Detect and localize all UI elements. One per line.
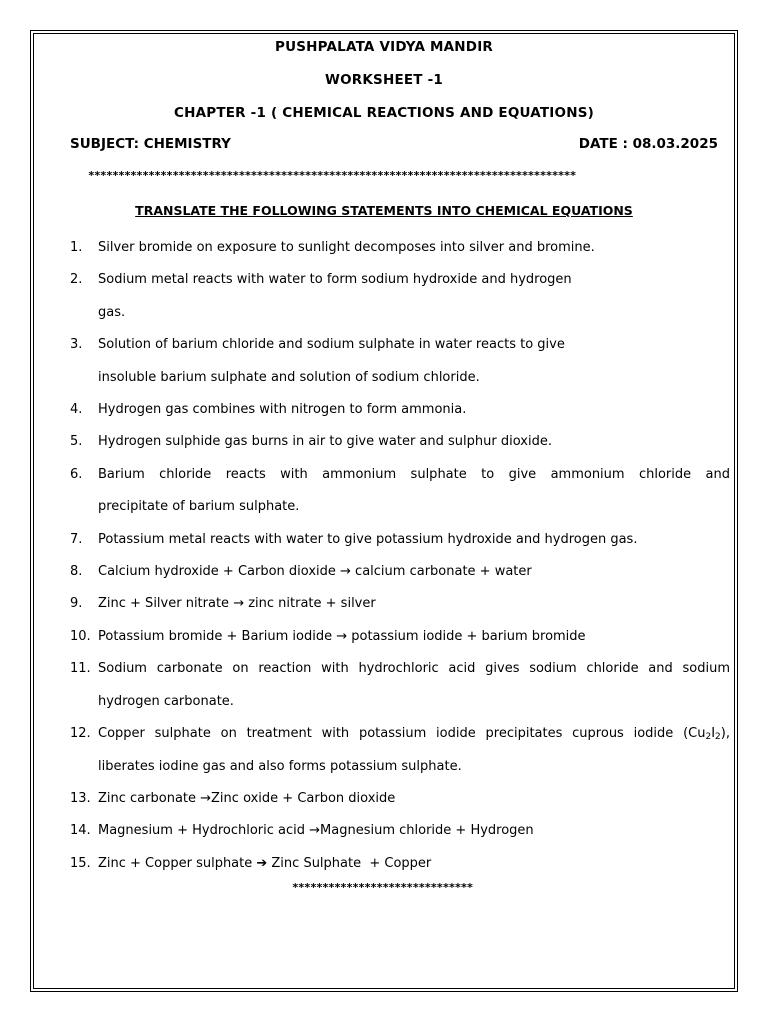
list-item (70, 815, 730, 847)
question-line-part: Copper sulphate on treatment with potassium iodide precipitates cuprous iodide (Cu (98, 726, 706, 742)
question-text (98, 718, 730, 783)
question-text: Calcium hydroxide + Carbon dioxide → calcium carbonate + water (98, 564, 532, 580)
question-text: Potassium metal reacts with water to give potassium hydroxide and hydrogen gas. (98, 531, 638, 547)
bottom-separator: ****************************** (292, 881, 473, 894)
question-line: Barium chloride reacts with ammonium sulphate to give ammonium chloride and (98, 466, 730, 482)
question-number: 1. (70, 240, 83, 255)
question-line: hydrogen carbonate. (98, 693, 234, 709)
question-text: Silver bromide on exposure to sunlight decomposes into silver and bromine. (98, 240, 595, 255)
question-line: Sodium carbonate on reaction with hydrochloric acid gives sodium chloride and sodium (98, 661, 730, 677)
subscript: 2 (705, 732, 712, 743)
question-line: gas. (98, 304, 126, 320)
question-text: Hydrogen sulphide gas burns in air to give water and sulphur dioxide. (98, 434, 552, 450)
chapter-title: CHAPTER -1 ( CHEMICAL REACTIONS AND EQUATIONS) (174, 105, 594, 121)
question-number: 14. (70, 823, 91, 839)
subscript: 2 (715, 732, 721, 743)
list-item (70, 621, 730, 653)
question-number: 10. (70, 628, 91, 644)
list-item (70, 232, 730, 264)
question-text (98, 459, 730, 524)
question-text: Zinc + Copper sulphate ➔ Zinc Sulphate + Copper (98, 855, 432, 871)
question-number: 8. (70, 564, 83, 580)
question-list (70, 232, 730, 880)
question-number: 7. (70, 531, 83, 547)
question-number: 6. (70, 466, 83, 482)
question-text: Magnesium + Hydrochloric acid →Magnesium chloride + Hydrogen (98, 823, 534, 839)
list-item (70, 264, 730, 329)
question-line: insoluble barium sulphate and solution of sodium chloride. (98, 369, 480, 385)
question-text: Hydrogen gas combines with nitrogen to form ammonia. (98, 402, 467, 418)
question-text (98, 329, 730, 394)
question-text: Zinc + Silver nitrate → zinc nitrate + silver (98, 596, 376, 612)
question-number: 4. (70, 402, 83, 418)
question-text: Potassium bromide + Barium iodide → potassium iodide + barium bromide (98, 628, 586, 644)
date-label: DATE : 08.03.2025 (578, 136, 718, 152)
question-number: 12. (70, 726, 91, 742)
list-item (70, 718, 730, 783)
section-heading: TRANSLATE THE FOLLOWING STATEMENTS INTO CHEMICAL EQUATIONS (135, 203, 633, 218)
question-line: precipitate of barium sulphate. (98, 499, 300, 515)
question-text (98, 264, 730, 329)
list-item (70, 524, 730, 556)
list-item (70, 588, 730, 620)
worksheet-title: WORKSHEET -1 (325, 72, 443, 88)
list-item (70, 329, 730, 394)
question-text (98, 653, 730, 718)
school-name: PUSHPALATA VIDYA MANDIR (274, 39, 494, 55)
question-number: 5. (70, 434, 83, 450)
subject-label: SUBJECT: CHEMISTRY (70, 136, 231, 152)
list-item (70, 653, 730, 718)
list-item (70, 556, 730, 588)
list-item (70, 394, 730, 426)
question-line-part: ), (720, 726, 730, 742)
question-number: 11. (70, 661, 91, 677)
question-text: Zinc carbonate →Zinc oxide + Carbon dioxide (98, 790, 396, 806)
question-number: 15. (70, 855, 91, 871)
question-number: 3. (70, 337, 83, 353)
question-line (98, 718, 730, 750)
question-line: liberates iodine gas and also forms potassium sulphate. (98, 758, 462, 774)
question-number: 9. (70, 596, 83, 612)
question-line: Solution of barium chloride and sodium sulphate in water reacts to give (98, 337, 565, 353)
question-number: 13. (70, 790, 91, 806)
top-separator: ********************************************************************************* (88, 169, 576, 182)
question-number: 2. (70, 272, 83, 288)
list-item (70, 848, 730, 880)
list-item (70, 783, 730, 815)
list-item (70, 426, 730, 458)
question-line: Sodium metal reacts with water to form sodium hydroxide and hydrogen (98, 272, 572, 288)
question-line-part: I (711, 726, 716, 742)
list-item (70, 459, 730, 524)
subject-row (70, 136, 718, 152)
